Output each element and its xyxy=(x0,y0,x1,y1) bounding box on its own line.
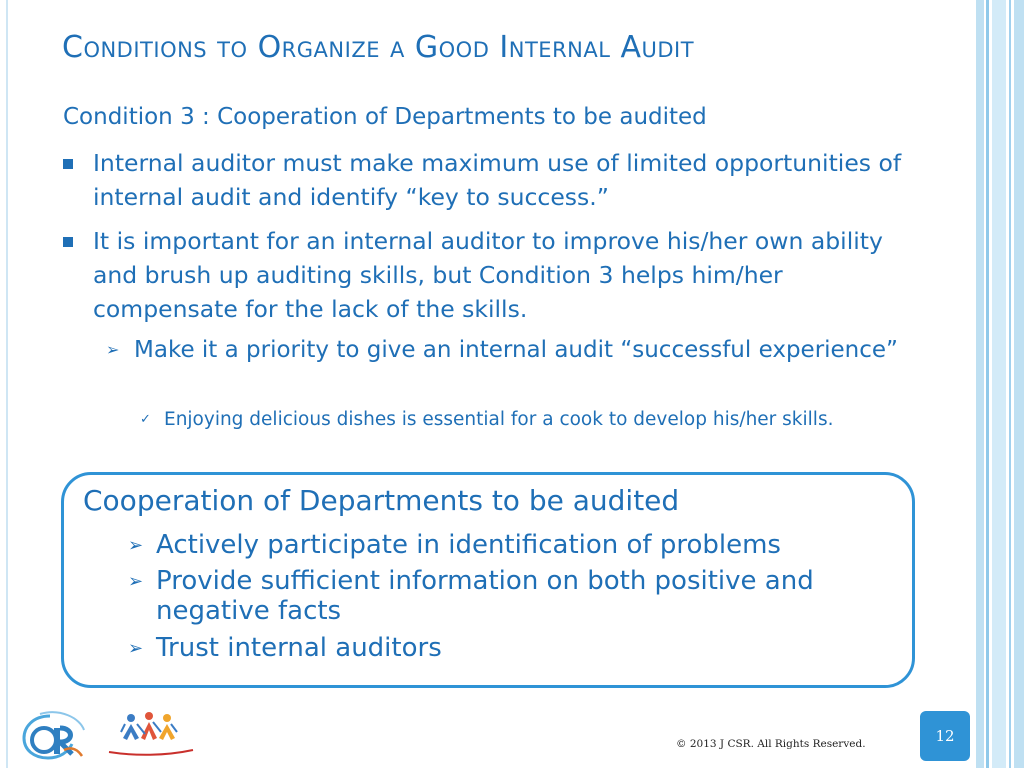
bullet-item xyxy=(63,224,933,326)
copyright-text: © 2013 J CSR. All Rights Reserved. xyxy=(676,738,866,750)
sub-sub-bullet-text: Enjoying delicious dishes is essential for a cook to develop his/her skills. xyxy=(164,409,834,430)
box-item-text: Provide sufficient information on both positive and negative facts xyxy=(156,566,814,626)
checkmark-bullet-icon: ✓ xyxy=(140,412,151,427)
condition-heading: Condition 3 : Cooperation of Departments to be audited xyxy=(63,104,707,130)
bullet-text: It is important for an internal auditor to improve his/her own ability and brush up auditing skills, but Condition 3 helps him/her compensate for the lack of the skills. xyxy=(93,227,883,323)
stripe xyxy=(976,0,984,768)
slide-title: Conditions to Organize a Good Internal Audit xyxy=(62,30,695,65)
stripe xyxy=(1009,0,1011,768)
auditor-bank-logo xyxy=(105,710,197,762)
page-number-badge xyxy=(920,711,970,761)
box-item-text: Actively participate in identification of problems xyxy=(156,530,781,560)
bullet-item xyxy=(63,146,933,214)
left-border-line xyxy=(6,0,8,768)
sub-sub-bullet-item xyxy=(140,406,930,434)
arrow-bullet-icon: ➢ xyxy=(128,571,144,592)
page-number: 12 xyxy=(935,727,955,745)
box-list-item xyxy=(128,566,908,626)
sub-bullet-text: Make it a priority to give an internal audit “successful experience” xyxy=(134,337,898,363)
box-item-text: Trust internal auditors xyxy=(156,633,442,663)
arrow-bullet-icon: ➢ xyxy=(128,535,144,556)
box-list-item xyxy=(128,633,908,663)
stripe xyxy=(992,0,1006,768)
arrow-bullet-icon: ➢ xyxy=(106,340,120,359)
box-heading: Cooperation of Departments to be audited xyxy=(83,484,680,517)
sub-bullet-item xyxy=(106,333,906,367)
arrow-bullet-icon: ➢ xyxy=(128,638,144,659)
right-decorative-stripes xyxy=(976,0,1024,768)
box-list-item xyxy=(128,530,908,560)
stripe xyxy=(986,0,989,768)
square-bullet-icon xyxy=(63,237,73,247)
bullet-text: Internal auditor must make maximum use of limited opportunities of internal audit and identify “key to success.” xyxy=(93,149,902,211)
csr-logo xyxy=(20,710,90,762)
square-bullet-icon xyxy=(63,159,73,169)
stripe xyxy=(1014,0,1024,768)
